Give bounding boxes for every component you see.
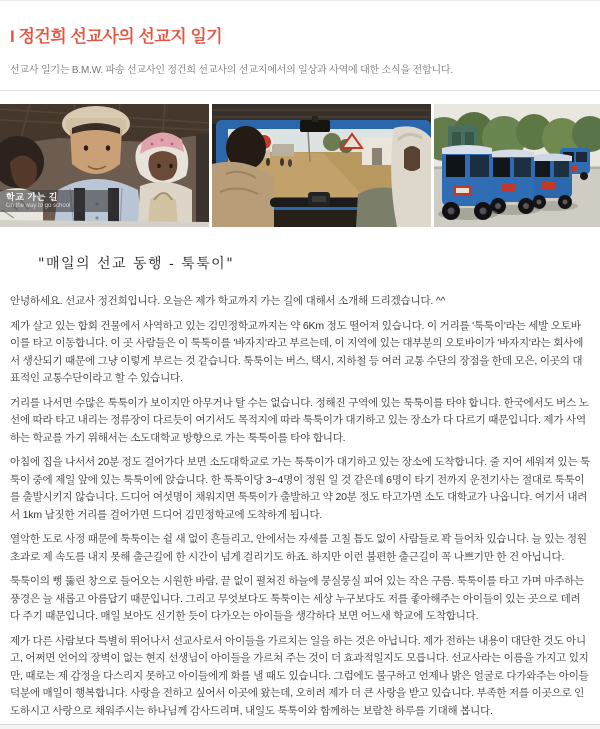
parked-tuktuks-illustration: [434, 104, 600, 227]
parked-blue-tuktuks-photo[interactable]: [434, 104, 600, 227]
article-quote: "매일의 선교 동행 - 툭툭이": [38, 256, 235, 272]
article-paragraph: 제가 살고 있는 합회 건물에서 사역하고 있는 김민정학교까지는 약 6Km 정도 떨어져 있습니다. 이 거리를 '툭툭이'라는 세발 오토바이를 타고 이동합니다. 이 곳 사람들은 이 툭툭이를 '바자지'라고 부르는데, 이 지역에 있는 대부분의 오토바이가 '바자지'라는 회사에서 생산되기 때문에 그냥 이렇게 부르는 것 같습니다. 툭툭이는 버스, 택시, 지하철 등 여러 교통 수단의 장점을 한데 모은, 이곳의 대표적인 교통수단이라고 할 수 있습니다.: [10, 319, 584, 384]
tuktuk-passengers-photo[interactable]: [0, 104, 209, 227]
page-header: [0, 1, 600, 91]
page-subtitle: 선교사 일기는 B.M.W. 파송 선교사인 정건희 선교사의 선교지에서의 일상과 사역에 대한 소식을 전합니다.: [10, 65, 453, 76]
article-paragraph: 툭툭이의 뻥 뚫린 창으로 들어오는 시원한 바람, 끝 없이 펼쳐진 하늘에 뭉실뭉실 피어 있는 작은 구름. 툭툭이를 타고 가며 마주하는 풍경은 늘 새롭고 아름답기 때문입니다. 그리고 무엇보다도 툭툭이는 세상 누구보다도 저를 좋아해주는 아이들이 있는 곳으로 데려다 주기 때문입니다. 매일 보아도 신기한 듯이 다가오는 아이들을 생각하다 보면 어느새 학교에 도착합니다.: [10, 575, 585, 622]
photo-caption-korean: 학교 가는 길: [6, 192, 58, 202]
photo-caption-english: On the way to go school: [6, 203, 71, 209]
article-main: [0, 253, 600, 720]
page-title: I 정건희 선교사의 선교지 일기: [10, 27, 223, 46]
article-paragraph: 거리를 나서면 수많은 툭툭이가 보이지만 아무거나 탈 수는 없습니다. 정해진 구역에 있는 툭툭이를 타야 합니다. 한국에서도 버스 노선에 따라 타고 내리는 정류장이 다르듯이 여기서도 목적지에 따라 툭툭이가 대기하고 있는 장소가 다 다르기 때문입니다. 제가 사역하는 학교를 가기 위해서는 소도대학교 방향으로 가는 툭툭이를 타야 합니다.: [10, 396, 589, 444]
article-paragraph: 제가 다른 사람보다 특별히 뛰어나서 선교사로서 아이들을 가르치는 일을 하는 것은 아닙니다. 제가 전하는 내용이 대단한 것도 아니고, 어쩌면 언어의 장벽이 없는 현지 선생님이 아이들을 가르쳐 주는 것이 더 효과적일지도 모릅니다. 선교사라는 이름을 가지고 있지만, 때로는 제 감정을 다스리지 못하고 아이들에게 화를 낼 때도 있습니다. 그럼에도 불구하고 언제나 밝은 얼굴로 다가와주는 아이들 덕분에 매일이 행복합니다. 사랑을 전하고 싶어서 이곳에 왔는데, 오히려 제가 더 큰 사랑을 받고 있습니다. 부족한 저를 이곳으로 인도하시고 사랑으로 채워주시는 하나님께 감사드리며, 내일도 툭툭이와 함께하는 보람찬 하루를 기대해 봅니다.: [10, 634, 589, 717]
article-body: [10, 293, 590, 720]
photo-strip: [0, 104, 600, 227]
tuktuk-driver-windshield-photo[interactable]: [212, 104, 431, 227]
tuktuk-windshield-illustration: [212, 104, 431, 227]
bottom-divider: [0, 724, 600, 729]
photo-caption: [0, 190, 112, 212]
article-paragraph: 열악한 도로 사정 때문에 툭툭이는 쉴 새 없이 흔들리고, 안에서는 자세를 고칠 틈도 없이 사람들로 꽉 들어차 있습니다. 늘 있는 정원 초과로 제 속도를 내지 못해 출근길에 한 시간이 넘게 걸리기도 하죠. 하지만 이런 불편한 출근길이 꼭 나쁘기만 한 건 아닙니다.: [10, 533, 587, 563]
article-paragraph: 안녕하세요. 선교사 정건희입니다. 오늘은 제가 학교까지 가는 길에 대해서 소개해 드리겠습니다. ^^: [10, 295, 446, 307]
article-paragraph: 아침에 집을 나서서 20분 정도 걸어가다 보면 소도대학교로 가는 툭툭이가 대기하고 있는 장소에 도착합니다. 줄 지어 세워져 있는 툭툭이 중에 제일 앞에 있는 툭툭이에 앉습니다. 한 툭툭이당 3~4명이 정원 일 것 같은데 6명이 타기 전까지 운전기사는 절대로 툭툭이를 출발시키지 않습니다. 드디어 여섯명이 채워지면 툭툭이가 출발하고 약 20분 정도 타고가면 소도 대학교가 나옵니다. 여기서 내려서 1km 남짓한 거리를 걸어가면 드디어 김민정학교에 도착하게 됩니다.: [10, 456, 590, 521]
